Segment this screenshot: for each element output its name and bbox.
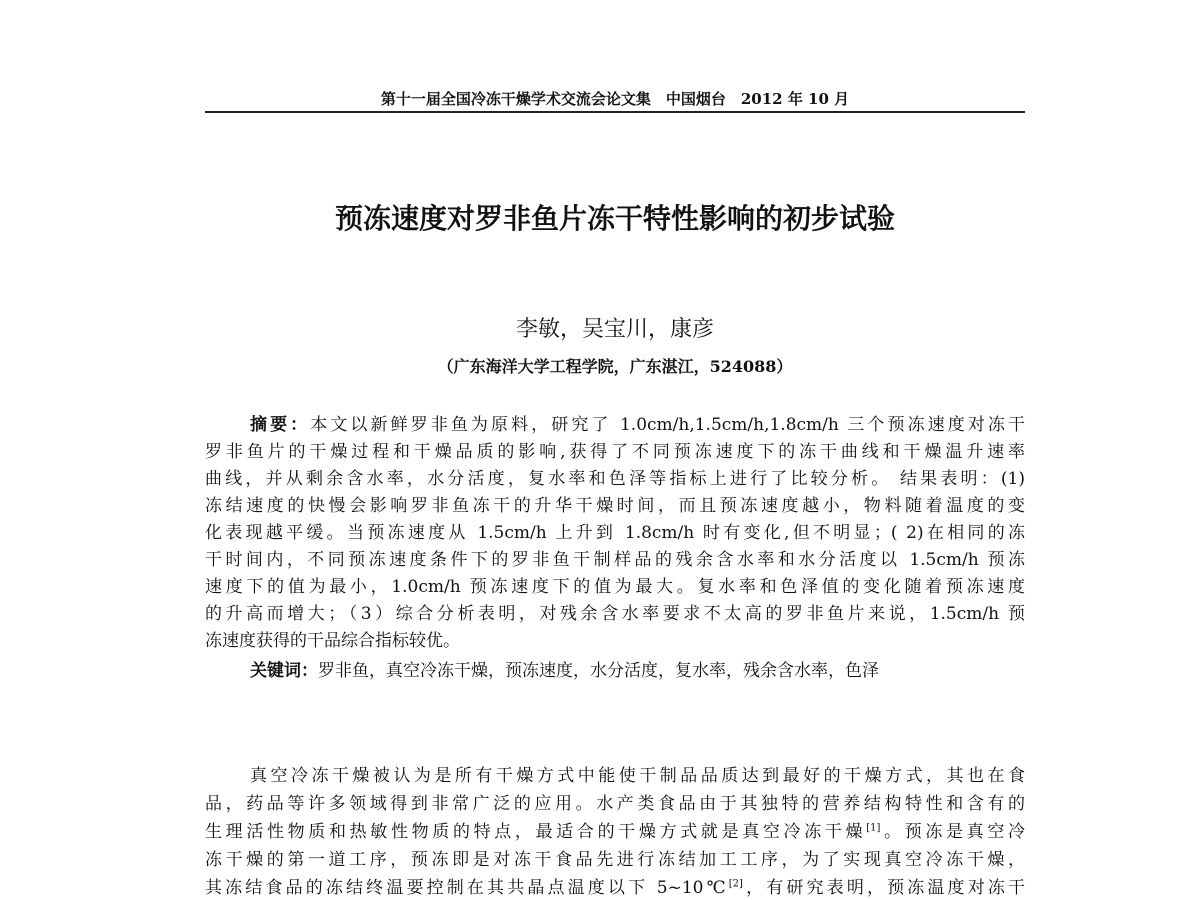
affiliation: （广东海洋大学工程学院，广东湛江，524088） [437,357,793,376]
body-line [205,820,1025,844]
body-line: 冻干燥的第一道工序，预冻即是对冻干食品先进行冻结加工工序，为了实现真空冷冻干燥， [205,850,1025,870]
running-head: 第十一届全国冷冻干燥学术交流会论文集 中国烟台 2012 年 10 月 [380,90,850,108]
abstract-line: 的升高而增大；（3）综合分析表明，对残余含水率要求不太高的罗非鱼片来说，1.5cm/h 预 [205,604,1025,624]
body-line: 真空冷冻干燥被认为是所有干燥方式中能使干制品品质达到最好的干燥方式，其也在食 [250,766,1025,786]
abstract-line: 冻结速度的快慢会影响罗非鱼冻干的升华干燥时间，而且预冻速度越小，物料随着温度的变 [205,496,1025,516]
body-text: ，有研究表明，预冻温度对冻干 [742,878,1025,898]
keywords [250,659,1025,683]
keywords-text: 罗非鱼，真空冷冻干燥，预冻速度，水分活度，复水率，残余含水率，色泽 [318,661,879,681]
abstract-line: 速度下的值为最小，1.0cm/h 预冻速度下的值为最大。复水率和色泽值的变化随着预冻速度 [205,577,1025,597]
header-rule [205,111,1025,113]
body-line: 品，药品等许多领域得到非常广泛的应用。水产类食品由于其独特的营养结构特性和含有的 [205,794,1025,814]
citation: [2] [728,878,743,890]
body-text: 其冻结食品的冻结终温要控制在其共晶点温度以下 5~10℃ [205,878,729,898]
authors: 李敏，吴宝川，康彦 [515,317,714,342]
abstract-text: 本文以新鲜罗非鱼为原料，研究了 1.0cm/h,1.5cm/h,1.8cm/h 三个预冻速度对冻干 [310,415,1025,435]
body-text: 生理活性物质和热敏性物质的特点，最适合的干燥方式就是真空冷冻干燥 [205,822,867,842]
keywords-label: 关键词： [250,661,318,681]
abstract-line: 罗非鱼片的干燥过程和干燥品质的影响,获得了不同预冻速度下的冻干曲线和干燥温升速率 [205,442,1025,462]
abstract-line: 化表现越平缓。当预冻速度从 1.5cm/h 上升到 1.8cm/h 时有变化,但不明显；( 2)在相同的冻 [205,523,1025,543]
body-line [205,876,1025,900]
citation: [1] [866,822,881,834]
body-text: 。预冻是真空冷 [880,822,1025,842]
abstract-line: 干时间内，不同预冻速度条件下的罗非鱼干制样品的残余含水率和水分活度以 1.5cm/h 预冻 [205,550,1025,570]
abstract-label: 摘要： [250,415,311,435]
abstract-line: 曲线，并从剩余含水率，水分活度，复水率和色泽等指标上进行了比较分析。 结果表明：(1) [205,469,1025,489]
abstract-line [250,413,1025,437]
paper-title: 预冻速度对罗非鱼片冻干特性影响的初步试验 [334,202,895,235]
abstract-line: 冻速度获得的干品综合指标较优。 [205,631,460,651]
